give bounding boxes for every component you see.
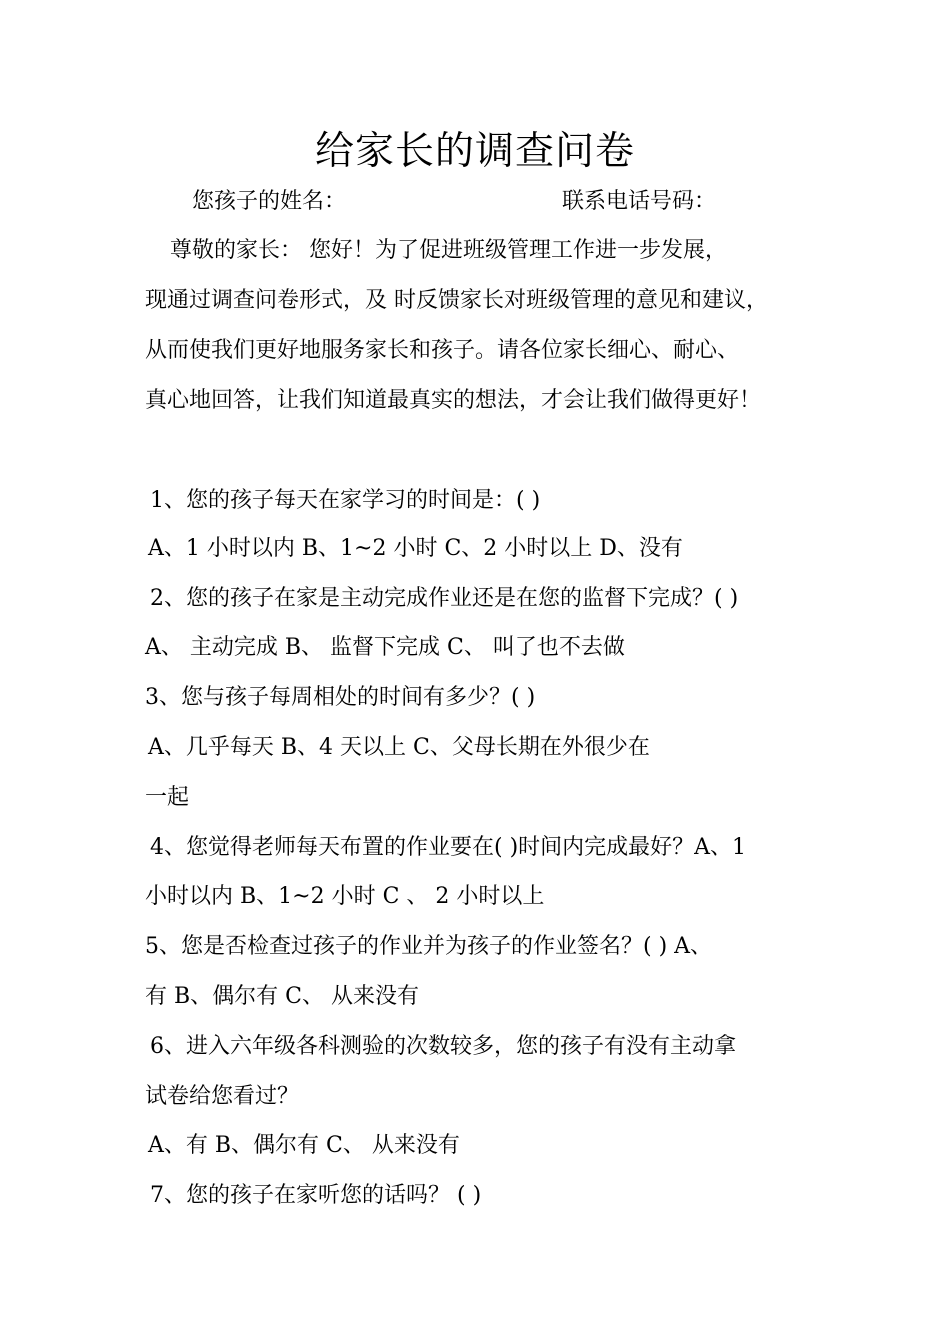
intro-line: 现通过调查问卷形式，及 时反馈家长对班级管理的意见和建议，: [145, 288, 768, 313]
question-4: 4、您觉得老师每天布置的作业要在( )时间内完成最好？A、1: [150, 835, 747, 860]
question-6-continued: 试卷给您看过？: [145, 1084, 300, 1109]
intro-line: 从而使我们更好地服务家长和孩子。请各位家长细心、耐心、: [145, 338, 740, 363]
student-name-label: 您孩子的姓名：: [192, 189, 347, 214]
question-3-options-continued: 一起: [145, 785, 190, 810]
question-6: 6、进入六年级各科测验的次数较多，您的孩子有没有主动拿: [150, 1034, 736, 1059]
question-5: 5、您是否检查过孩子的作业并为孩子的作业签名？( ) A、: [145, 934, 713, 959]
question-3-options: A、几乎每天 B、4 天以上 C、父母长期在外很少在: [148, 735, 650, 760]
intro-line: 尊敬的家长： 您好！为了促进班级管理工作进一步发展，: [170, 238, 727, 263]
question-2-options: A、 主动完成 B、 监督下完成 C、 叫了也不去做: [145, 635, 625, 660]
question-1: 1、您的孩子每天在家学习的时间是：( ): [150, 488, 541, 513]
question-5-options: 有 B、偶尔有 C、 从来没有: [145, 984, 419, 1009]
question-2: 2、您的孩子在家是主动完成作业还是在您的监督下完成？( ): [150, 586, 739, 611]
intro-line: 真心地回答，让我们知道最真实的想法，才会让我们做得更好！: [145, 388, 762, 413]
question-3: 3、您与孩子每周相处的时间有多少？( ): [145, 685, 536, 710]
question-4-options: 小时以内 B、1~2 小时 C 、 2 小时以上: [145, 884, 545, 909]
phone-label: 联系电话号码：: [562, 189, 717, 214]
question-7: 7、您的孩子在家听您的话吗？ ( ): [150, 1183, 482, 1208]
question-1-options: A、1 小时以内 B、1~2 小时 C、2 小时以上 D、没有: [148, 536, 683, 561]
question-6-options: A、有 B、偶尔有 C、 从来没有: [148, 1133, 460, 1158]
document-title: 给家长的调查问卷: [314, 129, 635, 174]
